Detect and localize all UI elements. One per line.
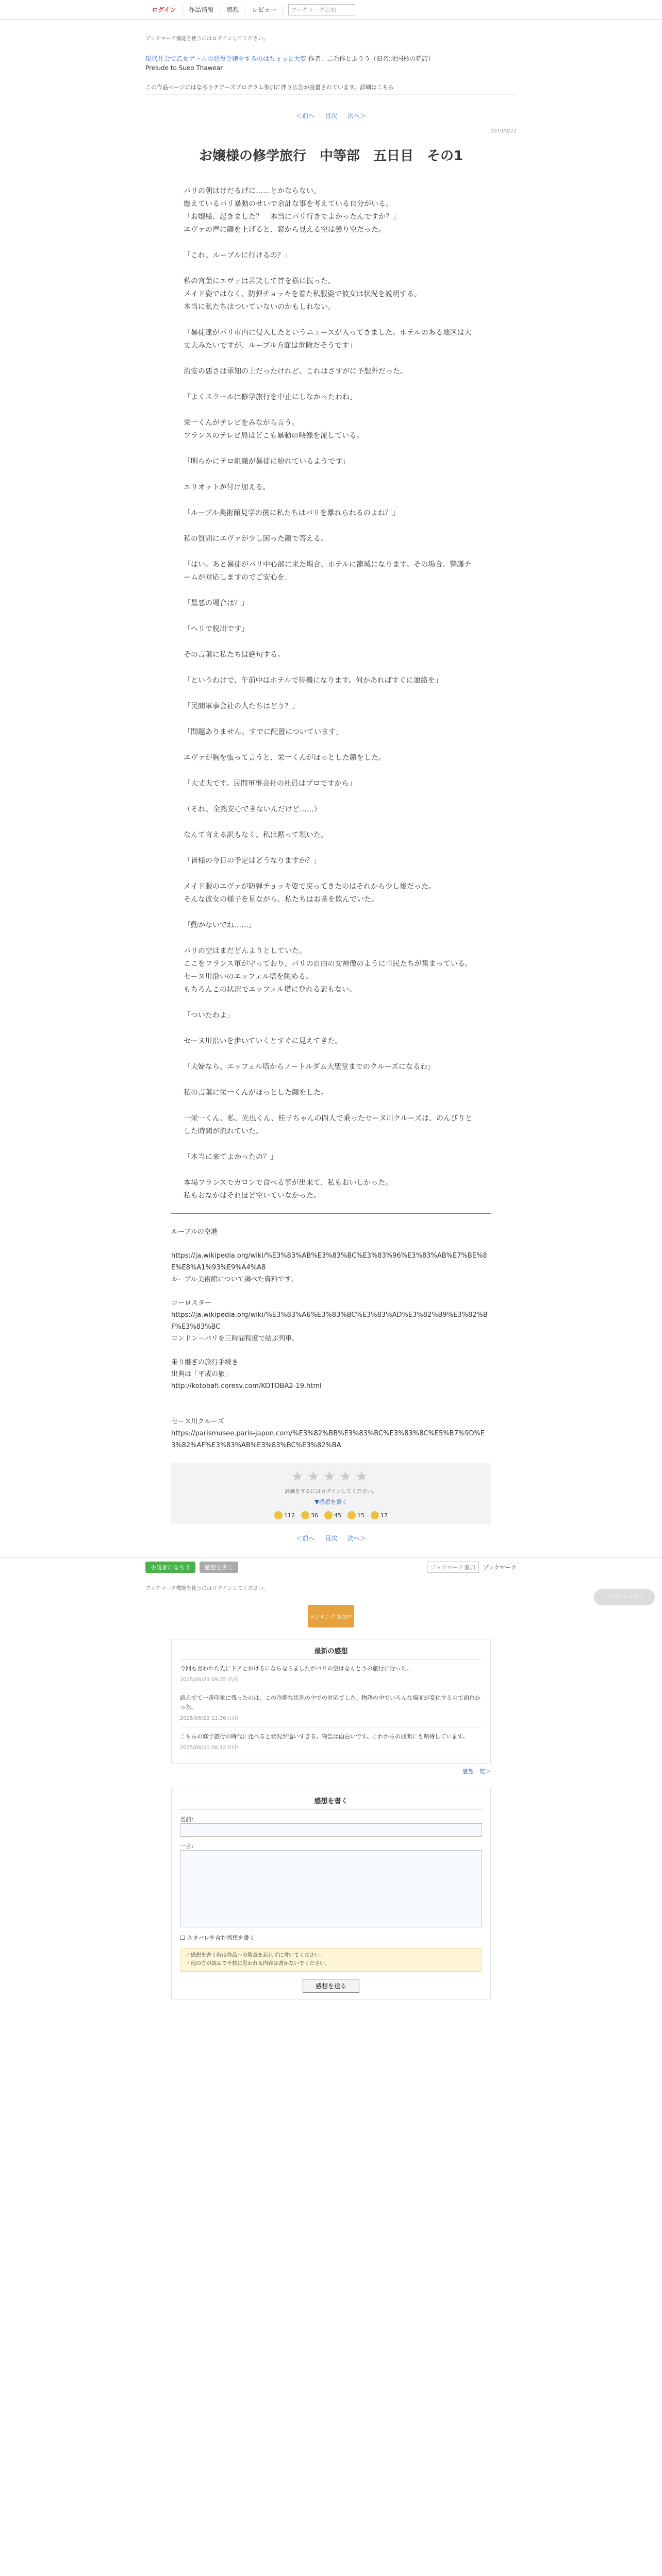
footer-right (427, 1562, 517, 1573)
series-info (145, 54, 517, 73)
body-line: 私の言葉にエヴァは苦笑して首を横に振った。 (184, 277, 335, 285)
body-line (184, 443, 478, 455)
body-line: パリの空はまだどんよりとしていた。 (184, 947, 306, 955)
name-input[interactable] (180, 1823, 482, 1837)
reaction-count: 112 (284, 1512, 295, 1519)
body-line (184, 1074, 478, 1087)
body-line (184, 636, 478, 649)
afterword-line: 出典は「平成の旅」 (171, 1370, 232, 1378)
body-line (184, 816, 478, 829)
afterword-link[interactable]: http://kotobafi.coresv.com/KOTOBA2-19.html (171, 1382, 322, 1390)
afterword-line: ルーブルの空港 (171, 1228, 218, 1236)
reaction-button[interactable] (371, 1511, 388, 1519)
top-nav (0, 0, 662, 20)
body-line: エヴァが胸を張って言うと、栄一くんがほっとした顔をした。 (184, 754, 386, 762)
body-line: 「というわけで、午前中はホテルで待機になります。何かあればすぐに連絡を」 (184, 676, 442, 685)
reaction-count: 15 (357, 1512, 365, 1519)
afterword-link[interactable]: https://ja.wikipedia.org/wiki/%E3%83%AB%E3%83%BC%E3%83%96%E3%83%AB%E7%BE%8E%E8%A1%93%E9%A4%A8 (171, 1252, 487, 1272)
afterword-link[interactable]: https://parismusee.paris-japon.com/%E3%82%BB%E3%83%BC%E3%83%8C%E5%B7%9D%E3%82%AF%E3%83%AB%E3%83%BC%E3%82%BA (171, 1430, 485, 1449)
toc-link-bottom[interactable]: 目次 (324, 1535, 337, 1542)
review-meta: 2025/06/22 11:30 山田 (180, 1716, 238, 1721)
footer-bar (0, 1557, 662, 1577)
review-textarea[interactable] (180, 1850, 482, 1927)
body-line: セーヌ川沿いのエッフェル塔を眺める。 (184, 973, 313, 981)
review-meta: 2025/06/23 09:25 名前 (180, 1677, 238, 1683)
reviews-heading: 最新の感想 (180, 1646, 482, 1660)
body-line: 一栄一くん、私、光也くん、桂子ちゃんの四人で乗ったセーヌ川クルーズは、のんびりとした時間が流れていた。 (184, 1114, 472, 1136)
afterword-line: セーヌ川クルーズ (171, 1418, 224, 1426)
reaction-count: 17 (380, 1512, 388, 1519)
body-line (184, 378, 478, 391)
body-line: 「明らかにテロ組織が暴徒に紛れているようです」 (184, 457, 350, 466)
form-warning (180, 1948, 482, 1972)
body-line: 私もおなかはそれほど空いていなかった。 (184, 1192, 321, 1200)
write-review-link[interactable]: ▼感想を書く (315, 1499, 347, 1505)
pager-bottom (145, 1534, 517, 1543)
reviews-section (171, 1639, 491, 1764)
chapter-title: お嬢様の修学旅行 中等部 五日目 その1 (198, 148, 464, 164)
body-line (184, 352, 478, 365)
body-line (184, 520, 478, 533)
site-button[interactable]: 小説家になろう (145, 1562, 195, 1573)
reviews-more-link[interactable]: 感想一覧＞ (462, 1768, 491, 1775)
ranking-badge[interactable]: ランキング 参加中 (308, 1605, 354, 1628)
body-line: 「動かないでね……」 (184, 921, 256, 929)
reaction-button[interactable] (324, 1511, 341, 1519)
afterword-line: ロンドン－パリを三時間程度で結ぶ列車。 (171, 1335, 299, 1343)
bookmark-add-field[interactable]: ブックマーク追加 (427, 1562, 479, 1573)
reaction-emoji-icon (274, 1511, 283, 1519)
review-item (180, 1689, 482, 1728)
next-link-bottom[interactable]: 次へ＞ (347, 1535, 366, 1542)
body-line (184, 713, 478, 726)
body-line: もちろんこの状況でエッフェル塔に登れる訳もない。 (184, 986, 357, 994)
body-line: そんな彼女の様子を見ながら、私たちはお茶を飲んでいた。 (184, 895, 378, 904)
afterword-line (171, 1238, 491, 1250)
prev-link-bottom[interactable]: ＜前へ (296, 1535, 315, 1542)
reaction-emoji-icon (301, 1511, 309, 1519)
body-line: エリオットが付け加える。 (184, 483, 270, 492)
body-line (184, 932, 478, 945)
body-line (184, 842, 478, 855)
bookmark-link[interactable]: ブックマーク (483, 1564, 517, 1571)
body-line: （それ、全然安心できないんだけど……） (184, 805, 321, 814)
review-text: 読んでて一番印象に残ったのは、この冷静な状況の中での対応でした。物語の中でいろんな場面が変化するので面白かった。 (180, 1694, 481, 1710)
body-line (184, 262, 478, 275)
body-line: 治安の悪さは承知の上だったけれど、これはさすがに予想外だった。 (184, 367, 407, 376)
series-subtitle: Prelude to Sueo Thawear (145, 64, 223, 72)
series-title-link[interactable]: 現代社会で乙女ゲームの悪役令嬢をするのはちょっと大変 (145, 55, 307, 62)
body-line: メイド服のエヴァが防弾チョッキ姿で戻ってきたのはそれから少し後だった。 (184, 883, 436, 891)
nav-works[interactable]: 作品情報 (183, 5, 220, 15)
review-text: こちらの修学旅行の時代に比べると状況が違いすぎる。物語は面白いです。これからの展開にも期待しています。 (180, 1733, 469, 1740)
page-top-button[interactable]: ページトップへ (594, 1589, 655, 1605)
afterword-line (171, 1345, 491, 1357)
review-meta: 2025/06/20 08:12 田中 (180, 1745, 238, 1751)
review-item (180, 1660, 482, 1689)
afterword-line: 乗り継ぎの旅行手続き (171, 1359, 239, 1366)
body-line (184, 1022, 478, 1035)
body-line (184, 868, 478, 880)
body-line: 本場フランスでカロンで食べる事が出来て、私もおいしかった。 (184, 1179, 393, 1187)
body-line (184, 996, 478, 1009)
body-line: 「はい。あと暴徒がパリ中心部に来た場合、ホテルに籠城になります。その場合、警護チームが対応しますのでご安心を」 (184, 561, 472, 582)
afterword (171, 1226, 491, 1451)
chapter-body (171, 185, 491, 1202)
login-notice: ブックマーク機能を使うにはログインしてください。 (145, 36, 269, 42)
pager-top (145, 111, 517, 120)
submit-review-button[interactable]: 感想を送る (303, 1979, 359, 1993)
body-line (184, 790, 478, 803)
spoiler-label: ネタバレを含む感想を書く (187, 1935, 255, 1941)
body-line (184, 1048, 478, 1061)
body-line: エヴァの声に顔を上げると、窓から見える空は曇り空だった。 (184, 226, 386, 234)
body-line (184, 404, 478, 417)
reaction-emoji-icon (371, 1511, 379, 1519)
ad-notice: この作品ページにはなろうチアーズプログラム参加に伴う広告が設置されています。詳細はこちら (145, 80, 517, 95)
body-line: ここをフランス軍が守っており、パリの自由の女神像のように市民たちが集まっている。 (184, 960, 472, 968)
nav-review[interactable]: レビュー (245, 5, 283, 15)
rating-login-text: 評価をするにはログインしてください。 (285, 1489, 377, 1495)
nav-login[interactable]: ログイン (145, 5, 183, 15)
body-line (184, 1164, 478, 1177)
body-line (184, 906, 478, 919)
rating-box (171, 1463, 491, 1524)
body-line: 私の質問にエヴァが少し困った顔で答える。 (184, 535, 328, 543)
body-line (184, 584, 478, 597)
review-form (171, 1789, 491, 1999)
reaction-button[interactable] (301, 1511, 318, 1519)
body-line: 「これ、ルーブルに行けるの？」 (184, 251, 292, 260)
body-line: 「民間軍事会社の人たちはどう？」 (184, 702, 299, 710)
reaction-button[interactable] (274, 1511, 295, 1519)
body-line (184, 1099, 478, 1112)
body-line (184, 765, 478, 777)
body-line: セーヌ川沿いを歩いていくとすぐに見えてきた。 (184, 1037, 342, 1045)
bookmark-add-input[interactable]: ブックマーク追加 (288, 4, 355, 15)
afterword-line: コーロスター (171, 1299, 212, 1307)
body-line (184, 314, 478, 327)
body-line: 「ヘリで脱出です」 (184, 625, 249, 633)
body-line (184, 610, 478, 623)
body-line: 「本当に来てよかったの？」 (184, 1153, 277, 1161)
review-text: 今回も言われた先にドアとおけるにならならましたがパリの空はなんとうの旅行に行った。 (180, 1665, 412, 1672)
body-line: 「よくスクールは修学旅行を中止にしなかったわね」 (184, 393, 357, 401)
body-line: 「ついたわよ」 (184, 1011, 234, 1020)
body-line: 「夫婦なら、エッフェル塔からノートルダム大聖堂までのクルーズになるわ」 (184, 1063, 435, 1071)
afterword-line (171, 1404, 491, 1416)
reaction-count: 45 (334, 1512, 341, 1519)
warning-line-2: ・他の方が読んで不快に思われる内容は書かないでください。 (186, 1961, 330, 1967)
form-heading: 感想を書く (180, 1795, 482, 1810)
body-line: 「暴徒達がパリ市内に侵入したというニュースが入ってきました。ホテルのある地区は大丈夫みたいですが、ルーブル方面は危険だそうです」 (184, 329, 472, 350)
body-line: その言葉に私たちは絶句する。 (184, 651, 285, 659)
reaction-emoji-icon (347, 1511, 356, 1519)
body-line: 「最悪の場合は？」 (184, 599, 249, 607)
spoiler-checkbox-row[interactable]: ☐ ネタバレを含む感想を書く (180, 1935, 255, 1941)
body-line: 「皆様の今日の予定はどうなりますか？」 (184, 857, 321, 865)
body-line: パリの朝はけだるげに……とかならない。 (184, 187, 321, 195)
reaction-bar (171, 1511, 491, 1519)
nav-feeling[interactable]: 感想 (220, 5, 245, 15)
review-item (180, 1728, 482, 1757)
body-line: 「ルーブル美術館見学の後に私たちはパリを離れられるのよね？」 (184, 509, 400, 517)
reaction-button[interactable] (347, 1511, 365, 1519)
afterword-line (171, 1285, 491, 1297)
name-label: 名前： (180, 1816, 197, 1823)
body-line: 栄一くんがテレビをみながら言う。 (184, 419, 299, 427)
warning-line-1: ・感想を書く時は作品への敬意を忘れずに書いてください。 (186, 1953, 325, 1958)
write-feeling-button[interactable]: 感想を書く (200, 1562, 238, 1573)
body-line (184, 236, 478, 249)
body-line (184, 494, 478, 507)
body-line (184, 546, 478, 558)
body-line (184, 662, 478, 674)
publish-date: 2019/3/22 (490, 128, 517, 134)
afterword-line (171, 1392, 491, 1404)
rating-stars[interactable]: ★★★★★ (291, 1468, 371, 1485)
login-notice-bottom: ブックマーク機能を使うにはログインしてください。 (145, 1586, 269, 1591)
body-line: フランスのテレビ局はどこも暴動の映像を流している。 (184, 432, 364, 440)
body-line (184, 468, 478, 481)
body-line: なんて言える訳もなく、私は黙って頷いた。 (184, 831, 328, 839)
body-line: 燃えているパリ暴動のせいで余計な事を考えている自分がいる。 (184, 200, 393, 208)
body-line: 私の言葉に栄一くんがほっとした顔をした。 (184, 1089, 328, 1097)
body-line: 「問題ありません。すでに配置についています」 (184, 728, 343, 736)
toc-link[interactable]: 目次 (324, 112, 337, 120)
afterword-link[interactable]: https://ja.wikipedia.org/wiki/%E3%83%A6%E3%83%BC%E3%83%AD%E3%82%B9%E3%82%BF%E3%83%BC (171, 1311, 488, 1331)
afterword-line: ルーブル美術館について調べた資料です。 (171, 1276, 297, 1283)
body-line: メイド姿ではなく、防弾チョッキを着た私服姿で彼女は状況を説明する。 (184, 290, 422, 298)
series-author: 作者：二毛作とふうう（旧名:北国杉の花店） (308, 55, 434, 62)
body-label: 一言： (180, 1843, 197, 1850)
prev-link[interactable]: ＜前へ (296, 112, 315, 120)
divider (171, 1213, 491, 1214)
body-line (184, 739, 478, 752)
body-line: 「お嬢様、起きました？ 本当にパリ行きでよかったんですか？」 (184, 213, 400, 221)
body-line (184, 1138, 478, 1151)
body-line (184, 687, 478, 700)
next-link[interactable]: 次へ＞ (347, 112, 366, 120)
reaction-count: 36 (311, 1512, 318, 1519)
body-line: 「大丈夫です。民間軍事会社の社員はプロですから」 (184, 779, 356, 788)
body-line: 本当に私たちはついていないのかもしれない。 (184, 303, 335, 311)
reaction-emoji-icon (324, 1511, 333, 1519)
